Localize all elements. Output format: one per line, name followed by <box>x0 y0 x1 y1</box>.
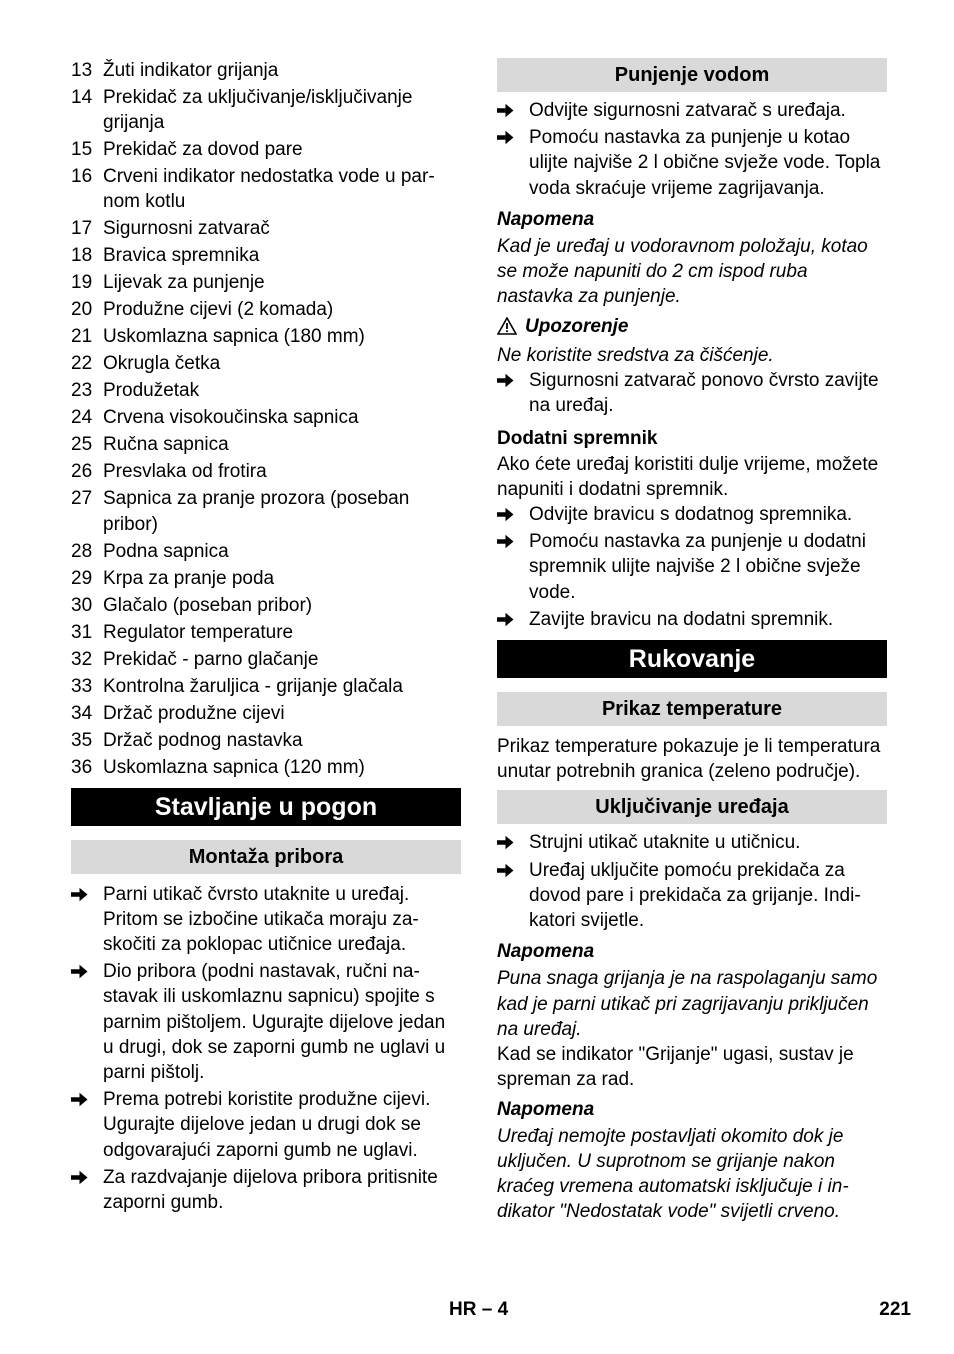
note-text: Uređaj nemojte postavljati okomito dok je uključen. U suprotnom se grijanje nakon kraćeg vremena automatski isključuje i indikator "Nedostatak vode" svijetli crveno. <box>497 1125 849 1223</box>
instruction-step <box>71 1165 461 1215</box>
item-label: Crveni indikator nedostatka vode u parnom kotlu <box>103 166 435 213</box>
item-label: Uskomlazna sapnica (120 mm) <box>103 756 365 778</box>
item-label: Prekidač za dovod pare <box>103 139 303 161</box>
item-number: 31 <box>71 621 93 643</box>
warning-steps <box>497 368 887 418</box>
temperature-text: Prikaz temperature pokazuje je li temperatura unutar potrebnih granica (zeleno područje). <box>497 736 881 783</box>
arrow-right-icon <box>497 830 529 855</box>
parts-list-item <box>71 620 461 645</box>
step-text: Strujni utikač utaknite u utičnicu. <box>529 832 801 854</box>
parts-list-item <box>71 378 461 403</box>
step-text: Uređaj uključite pomoću prekidača za dovod pare i prekidača za grijanje. Indikatori svijetle. <box>529 859 861 932</box>
item-label: Podna sapnica <box>103 540 229 562</box>
item-label: Uskomlazna sapnica (180 mm) <box>103 326 365 348</box>
item-label: Crvena visokoučinska sapnica <box>103 407 359 429</box>
parts-list-item <box>71 728 461 753</box>
parts-list-item <box>71 297 461 322</box>
item-number: 27 <box>71 488 93 510</box>
parts-list-item <box>71 459 461 484</box>
subsection-title-switch-on: Uključivanje uređaja <box>497 790 887 824</box>
item-number: 34 <box>71 702 93 724</box>
item-label: Prekidač za uključivanje/isključivanje grijanja <box>103 87 413 134</box>
parts-list-item <box>71 164 461 214</box>
parts-list-item <box>71 647 461 672</box>
arrow-right-icon <box>497 502 529 527</box>
note-title: Napomena <box>497 208 595 230</box>
item-number: 28 <box>71 540 93 562</box>
parts-list-item <box>71 539 461 564</box>
instruction-step <box>497 502 887 527</box>
item-label: Sigurnosni zatvarač <box>103 218 270 240</box>
item-label: Kontrolna žaruljica - grijanje glačala <box>103 675 403 697</box>
warning-heading <box>497 314 887 339</box>
item-label: Prekidač - parno glačanje <box>103 648 319 670</box>
arrow-right-icon <box>497 529 529 605</box>
section-title-operation: Rukovanje <box>497 640 887 678</box>
arrow-right-icon <box>71 959 103 1085</box>
arrow-right-icon <box>71 1165 103 1215</box>
item-number: 36 <box>71 756 93 778</box>
parts-list-item <box>71 243 461 268</box>
item-label: Držač produžne cijevi <box>103 702 285 724</box>
note-text: Kad je uređaj u vodoravnom položaju, kotao se može napuniti do 2 cm ispod ruba nastavka za punjenje. <box>497 236 868 308</box>
switch-on-steps <box>497 830 887 933</box>
step-text: Pomoću nastavka za punjenje u dodatni spremnik ulijte najviše 2 l obične svježe vode. <box>529 531 866 603</box>
arrow-right-icon <box>497 125 529 201</box>
parts-list-item <box>71 85 461 135</box>
item-number: 30 <box>71 594 93 616</box>
item-number: 15 <box>71 139 93 161</box>
warning-title: Upozorenje <box>525 315 629 337</box>
subsection-title-temperature-display: Prikaz temperature <box>497 692 887 726</box>
assembly-steps <box>71 882 461 1216</box>
arrow-right-icon <box>497 607 529 632</box>
instruction-step <box>497 98 887 123</box>
item-label: Bravica spremnika <box>103 245 260 267</box>
item-label: Presvlaka od frotira <box>103 461 267 483</box>
parts-list-item <box>71 137 461 162</box>
arrow-right-icon <box>71 882 103 958</box>
instruction-step <box>71 959 461 1085</box>
instruction-step <box>497 125 887 201</box>
item-label: Produžne cijevi (2 komada) <box>103 299 334 321</box>
note-title: Napomena <box>497 1098 595 1120</box>
item-number: 26 <box>71 461 93 483</box>
item-number: 35 <box>71 729 93 751</box>
item-label: Žuti indikator grijanja <box>103 60 279 81</box>
parts-list-item <box>71 270 461 295</box>
item-number: 23 <box>71 380 93 402</box>
note-title: Napomena <box>497 941 595 963</box>
parts-list-item <box>71 351 461 376</box>
instruction-step <box>497 368 887 418</box>
warning-triangle-icon <box>497 317 517 335</box>
step-text: Dio pribora (podni nastavak, ručni nastavak ili uskomlaznu sapnicu) spojite s parnim pištoljem. Ugurajte dijelove jedan u drugi, dok se zaporni gumb ne uglavi u parni pištolj. <box>103 961 446 1084</box>
item-label: Krpa za pranje poda <box>103 567 275 589</box>
parts-list-item <box>71 593 461 618</box>
extra-tank-text: Ako ćete uređaj koristiti dulje vrijeme, možete napuniti i dodatni spremnik. <box>497 453 879 500</box>
arrow-right-icon <box>497 368 529 418</box>
step-text: Za razdvajanje dijelova pribora pritisnite zaporni gumb. <box>103 1166 438 1214</box>
item-number: 24 <box>71 407 93 429</box>
section-title-commissioning: Stavljanje u pogon <box>71 788 461 826</box>
warning-text: Ne koristite sredstva za čišćenje. <box>497 344 774 366</box>
item-number: 29 <box>71 567 93 589</box>
item-number: 19 <box>71 272 93 294</box>
parts-list <box>71 58 461 780</box>
item-label: Ručna sapnica <box>103 434 229 456</box>
item-number: 17 <box>71 218 93 240</box>
instruction-step <box>71 1087 461 1163</box>
item-label: Regulator temperature <box>103 621 294 643</box>
item-number: 33 <box>71 675 93 697</box>
item-number: 18 <box>71 245 93 267</box>
parts-list-item <box>71 701 461 726</box>
item-number: 16 <box>71 166 93 188</box>
fill-steps <box>497 98 887 201</box>
left-column <box>71 58 461 1217</box>
item-label: Glačalo (poseban pribor) <box>103 594 313 616</box>
right-column <box>497 58 887 1225</box>
item-number: 32 <box>71 648 93 670</box>
extra-tank-steps <box>497 502 887 632</box>
parts-list-item <box>71 324 461 349</box>
item-number: 21 <box>71 326 93 348</box>
parts-list-item <box>71 566 461 591</box>
step-text: Pomoću nastavka za punjenje u kotao ulijte najviše 2 l obične svježe vode. Topla voda skraćuje vrijeme zagrijavanja. <box>529 127 881 199</box>
item-number: 13 <box>71 60 93 81</box>
parts-list-item <box>71 432 461 457</box>
instruction-step <box>497 830 887 855</box>
arrow-right-icon <box>497 858 529 934</box>
item-number: 25 <box>71 434 93 456</box>
step-text: Sigurnosni zatvarač ponovo čvrsto zavijte na uređaj. <box>529 370 879 417</box>
instruction-step <box>71 882 461 958</box>
item-label: Lijevak za punjenje <box>103 272 265 294</box>
item-label: Okrugla četka <box>103 353 221 375</box>
step-text: Zavijte bravicu na dodatni spremnik. <box>529 608 834 630</box>
instruction-step <box>497 858 887 934</box>
item-number: 22 <box>71 353 93 375</box>
item-label: Produžetak <box>103 380 200 402</box>
instruction-step <box>497 529 887 605</box>
subsection-title-accessory-assembly: Montaža pribora <box>71 840 461 874</box>
step-text: Odvijte bravicu s dodatnog spremnika. <box>529 504 853 526</box>
arrow-right-icon <box>497 98 529 123</box>
item-number: 14 <box>71 87 93 108</box>
parts-list-item <box>71 674 461 699</box>
arrow-right-icon <box>71 1087 103 1163</box>
note-text: Puna snaga grijanja je na raspolaganju samo kad je parni utikač pri zagrijavanju priključen na uređaj. <box>497 968 878 1040</box>
parts-list-item <box>71 405 461 430</box>
item-label: Držač podnog nastavka <box>103 729 303 751</box>
item-label: Sapnica za pranje prozora (poseban pribor) <box>103 488 410 535</box>
parts-list-item <box>71 58 461 83</box>
page-number: 221 <box>879 1299 911 1320</box>
parts-list-item <box>71 216 461 241</box>
parts-list-item <box>71 755 461 780</box>
ready-text: Kad se indikator "Grijanje" ugasi, sustav je spreman za rad. <box>497 1044 854 1091</box>
instruction-step <box>497 607 887 632</box>
parts-list-item <box>71 486 461 536</box>
subsection-title-fill-water: Punjenje vodom <box>497 58 887 92</box>
item-number: 20 <box>71 299 93 321</box>
step-text: Prema potrebi koristite produžne cijevi. Ugurajte dijelove jedan u drugi dok se odgovarajući zaporni gumb ne uglavi. <box>103 1089 431 1161</box>
step-text: Odvijte sigurnosni zatvarač s uređaja. <box>529 100 846 121</box>
extra-tank-title: Dodatni spremnik <box>497 428 658 450</box>
step-text: Parni utikač čvrsto utaknite u uređaj. Pritom se izbočine utikača moraju zaskočiti za poklopac utičnice uređaja. <box>103 883 419 956</box>
footer-language-page: HR – 4 <box>449 1299 509 1320</box>
